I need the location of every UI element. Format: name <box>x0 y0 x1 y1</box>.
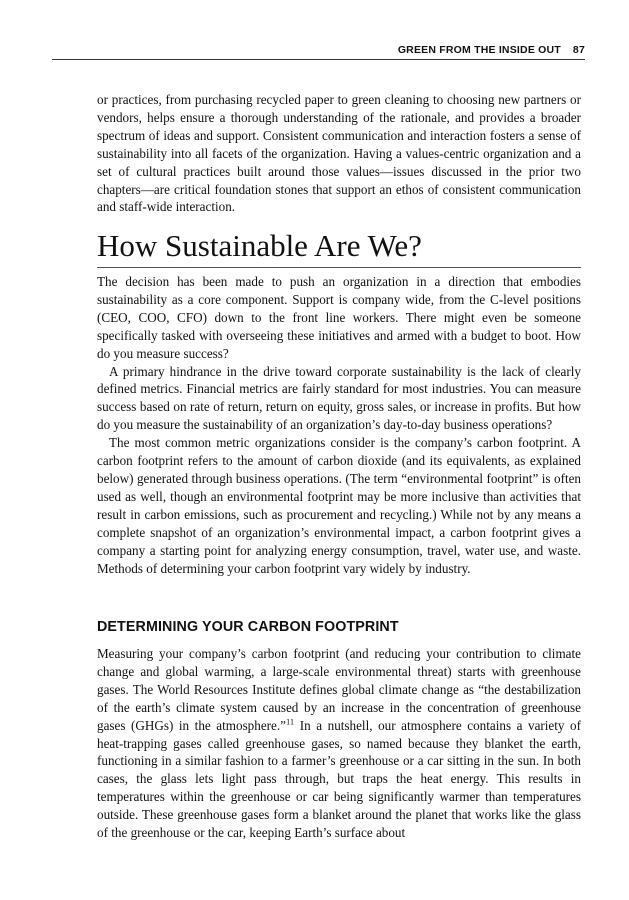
intro-block <box>97 91 581 216</box>
paragraph-greenhouse <box>97 645 581 842</box>
header-rule <box>52 59 585 60</box>
section-rule <box>97 267 581 268</box>
greenhouse-text-end: In a nutshell, our atmosphere contains a variety of heat-trapping gases called greenhouse gases, so named because they blanket the earth, functioning in a similar fashion to a farmer’s greenhouse or a car sitting in the sun. In both cases, the glass lets light pass through, but traps the heat energy. This results in temperatures within the greenhouse or car being significantly warmer than temperatures outside. These greenhouse gases form a blanket around the planet that works like the glass of the greenhouse or the car, keeping Earth’s surface about <box>97 717 581 841</box>
running-head <box>52 44 585 56</box>
greenhouse-text-start: Measuring your company’s carbon footprint (and reducing your contribution to climate change and global warming, a large-scale environmental threat) starts with greenhouse gases. The World Resources Institute defines global climate change as “the destabilization of the earth’s climate system caused by an increase in the concentration of greenhouse gases (GHGs) in the atmosphere.” <box>97 646 581 733</box>
paragraph-hindrance: A primary hindrance in the drive toward corporate sustainability is the lack of clearly defined metrics. Financial metrics are fairly standard for most industries. You can measure success based on rate of return, return on equity, gross sales, or increase in profits. But how do you measure the sustainability of an organization’s day-to-day business operations? <box>97 363 581 433</box>
footnote-ref: 11 <box>285 716 295 727</box>
running-title: GREEN FROM THE INSIDE OUT <box>397 44 561 56</box>
paragraph-decision: The decision has been made to push an organization in a direction that embodies sustainability as a core component. Support is company wide, from the C-level positions (CEO, COO, CFO) down to the front line workers. There might even be someone specifically tasked with overseeing these initiatives and armed with a budget to boot. How do you measure success? <box>97 274 581 361</box>
section-heading-how-sustainable: How Sustainable Are We? <box>97 228 422 263</box>
paragraph-carbon-metric: The most common metric organizations consider is the company’s carbon footprint. A carbon footprint refers to the amount of carbon dioxide (and its equivalents, as explained below) generated through business operations. (The term “environmental footprint” is often used as well, though an environmental footprint may be more inclusive than activities that result in carbon emissions, such as procurement and recycling.) While not by any means a complete snapshot of an organization’s environmental impact, a carbon footprint gives a company a starting point for analyzing energy consumption, travel, water use, and waste. Methods of determining your carbon footprint vary widely by industry. <box>97 435 581 576</box>
subsection-heading-carbon-footprint: DETERMINING YOUR CARBON FOOTPRINT <box>97 619 399 635</box>
intro-paragraph: or practices, from purchasing recycled paper to green cleaning to choosing new partners or vendors, helps ensure a thorough understanding of the rationale, and provides a broader spectrum of ideas and support. Consistent communication and interaction fosters a sense of sustainability into all facets of the organization. Having a values-centric organization and a set of cultural practices built around those values—issues discussed in the prior two chapters—are critical foundation stones that support an ethos of consistent communication and staff-wide interaction. <box>97 92 581 215</box>
carbon-body <box>97 645 581 842</box>
page-number: 87 <box>572 44 585 56</box>
sustainable-body <box>97 273 581 577</box>
